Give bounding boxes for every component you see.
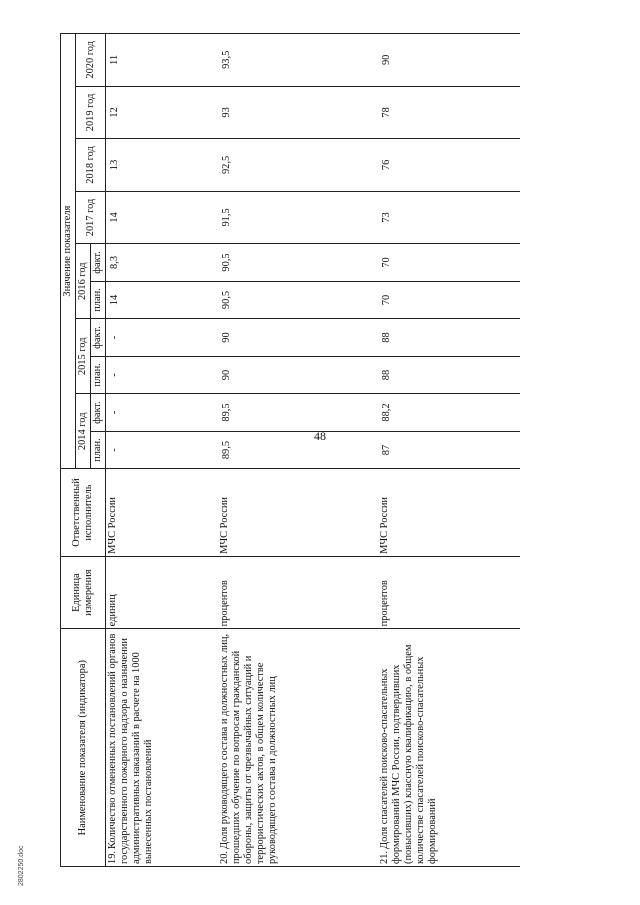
header-2014: 2014 год [76, 394, 91, 469]
header-value-group: Значение показателя [61, 34, 76, 469]
value-2019: 93 [218, 86, 378, 139]
value-2017: 14 [106, 191, 219, 244]
header-2018: 2018 год [76, 139, 106, 192]
header-responsible: Ответственный исполнитель [61, 469, 106, 557]
plan-2015: 88 [378, 356, 520, 394]
fact-2014: 88,2 [378, 394, 520, 432]
unit-cell: процентов [218, 556, 378, 629]
header-2015: 2015 год [76, 319, 91, 394]
fact-2016: 70 [378, 244, 520, 282]
plan-2014: 89,5 [218, 431, 378, 469]
fact-2015: 90 [218, 319, 378, 357]
footer-filename: 2802250.doc [18, 845, 25, 886]
rotated-table-sheet [60, 33, 578, 867]
header-plan-2015: план. [91, 356, 106, 394]
plan-2015: 90 [218, 356, 378, 394]
value-2019: 78 [378, 86, 520, 139]
indicator-name-cell [106, 629, 219, 867]
value-2020: 93,5 [218, 34, 378, 87]
header-fact-2015: факт. [91, 319, 106, 357]
table-row [378, 34, 520, 867]
fact-2015: - [106, 319, 219, 357]
unit-cell: единиц [106, 556, 219, 629]
header-name: Наименование показателя (индикатора) [61, 629, 106, 867]
indicator-name: Доля руководящего состава и должностных лиц, прошедших обучение по вопросам гражданской обороны, защиты от чрезвычайных ситуаций и террористических актов, в общем количестве руководящего состава и должностных лиц [219, 633, 278, 864]
indicator-name: Количество отмененных постановлений органов государственного пожарного надзора о назначении административных наказаний в расчете на 1000 вынесенных постановлений [107, 633, 154, 864]
plan-2014: 87 [378, 431, 520, 469]
header-fact-2014: факт. [91, 394, 106, 432]
value-2018: 92,5 [218, 139, 378, 192]
row-index: 19. [107, 851, 118, 864]
value-2020: 90 [378, 34, 520, 87]
header-2019: 2019 год [76, 86, 106, 139]
header-2016: 2016 год [76, 244, 91, 319]
header-2020: 2020 год [76, 34, 106, 87]
row-index: 20. [219, 851, 230, 864]
value-2017: 91,5 [218, 191, 378, 244]
responsible-cell: МЧС России [378, 469, 520, 557]
indicator-name-cell [378, 629, 520, 867]
header-fact-2016: факт. [91, 244, 106, 282]
table-row [218, 34, 378, 867]
fact-2014: - [106, 394, 219, 432]
header-2017: 2017 год [76, 191, 106, 244]
indicator-name-cell [218, 629, 378, 867]
value-2020: 11 [106, 34, 219, 87]
responsible-cell: МЧС России [106, 469, 219, 557]
plan-2016: 14 [106, 281, 219, 319]
value-2019: 12 [106, 86, 219, 139]
header-unit: Единица измерения [61, 556, 106, 629]
plan-2015: - [106, 356, 219, 394]
indicator-table [60, 33, 520, 867]
responsible-cell: МЧС России [218, 469, 378, 557]
plan-2014: - [106, 431, 219, 469]
fact-2016: 90,5 [218, 244, 378, 282]
header-plan-2014: план. [91, 431, 106, 469]
indicator-name: Доля спасателей поисково-спасательных формирований МЧС России, подтвердивших (повысивших) классную квалификацию, в общем количестве спасателей поисково-спасательных формирований [379, 644, 438, 864]
plan-2016: 90,5 [218, 281, 378, 319]
value-2018: 13 [106, 139, 219, 192]
table-row [106, 34, 219, 867]
fact-2016: 8,3 [106, 244, 219, 282]
header-plan-2016: план. [91, 281, 106, 319]
plan-2016: 70 [378, 281, 520, 319]
value-2018: 76 [378, 139, 520, 192]
unit-cell: процентов [378, 556, 520, 629]
value-2017: 73 [378, 191, 520, 244]
page-number: 48 [314, 429, 326, 443]
row-index: 21. [379, 851, 390, 864]
fact-2014: 89,5 [218, 394, 378, 432]
fact-2015: 88 [378, 319, 520, 357]
